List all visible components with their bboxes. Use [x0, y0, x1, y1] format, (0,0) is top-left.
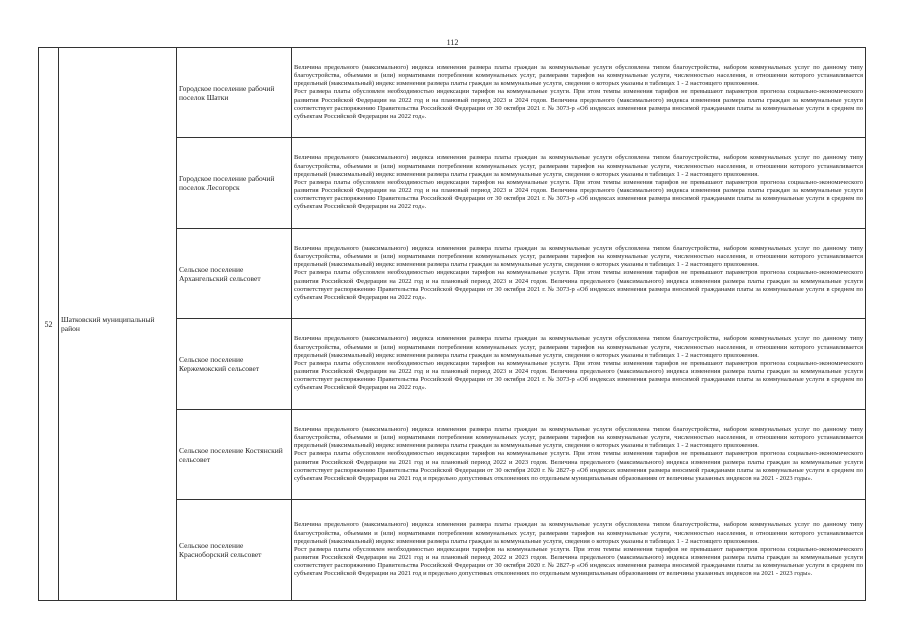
row-number: 52	[39, 48, 59, 601]
justification-paragraph-1: Величина предельного (максимального) индекса изменения размера платы граждан за коммунальные услуги обусловлена типом благоустройства, набором коммунальных услуг по данному типу благоустройства, объемами и (или) нормативами потребления коммунальных услуг, размерами тарифов на коммунальные услуги, численностью населения, в отношении которого устанавливается предельный (максимальный) индекс изменения размера платы граждан за коммунальные услуги, сведения о которых указаны в таблицах 1 - 2 настоящего приложения.	[294, 63, 863, 88]
justification-paragraph-1: Величина предельного (максимального) индекса изменения размера платы граждан за коммунальные услуги обусловлена типом благоустройства, набором коммунальных услуг по данному типу благоустройства, объемами и (или) нормативами потребления коммунальных услуг, размерами тарифов на коммунальные услуги, численностью населения, в отношении которого устанавливается предельный (максимальный) индекс изменения размера платы граждан за коммунальные услуги, сведения о которых указаны в таблицах 1 - 2 настоящего приложения.	[294, 154, 863, 178]
index-table	[38, 47, 866, 601]
justification-paragraph-2: Рост размера платы обусловлен необходимостью индексации тарифов на коммунальные услуги. При этом темпы изменения тарифов не превышают параметров прогноза социально-экономического развития Российской Федерации на 2021 год и на плановый период 2022 и 2023 годов. Величина предельного (максимального) индекса изменения размера платы граждан за коммунальные услуги соответствует распоряжению Правительства Российской Федерации от 30 октября 2020 г. № 2827-р «Об индексах изменения размера вносимой гражданами платы за коммунальные услуги в среднем по субъектам Российской Федерации на 2021 год и предельно допустимых отклонениях по отдельным муниципальным образованиям от величины указанных индексов на 2021 - 2023 годы».	[294, 545, 863, 578]
justification-text	[292, 48, 866, 138]
justification-paragraph-2: Рост размера платы обусловлен необходимостью индексации тарифов на коммунальные услуги. При этом темпы изменения тарифов не превышают параметров прогноза социально-экономического развития Российской Федерации на 2022 год и на плановый период 2023 и 2024 годов. Величина предельного (максимального) индекса изменения размера платы граждан за коммунальные услуги соответствует распоряжению Правительства Российской Федерации от 30 октября 2021 г. № 3073-р «Об индексах изменения размера вносимой гражданами платы за коммунальные услуги в среднем по субъектам Российской Федерации на 2022 год».	[294, 88, 863, 120]
settlement-name: Сельское поселение Кержемокский сельсовет	[177, 319, 292, 410]
settlement-name: Городское поселение рабочий поселок Шатки	[177, 48, 292, 138]
justification-text	[292, 500, 866, 601]
justification-paragraph-2: Рост размера платы обусловлен необходимостью индексации тарифов на коммунальные услуги. При этом темпы изменения тарифов не превышают параметров прогноза социально-экономического развития Российской Федерации на 2022 год и на плановый период 2023 и 2024 годов. Величина предельного (максимального) индекса изменения размера платы граждан за коммунальные услуги соответствует распоряжению Правительства Российской Федерации от 30 октября 2021 г. № 3073-р «Об индексах изменения размера вносимой гражданами платы за коммунальные услуги в среднем по субъектам Российской Федерации на 2022 год».	[294, 359, 863, 392]
justification-paragraph-1: Величина предельного (максимального) индекса изменения размера платы граждан за коммунальные услуги обусловлена типом благоустройства, набором коммунальных услуг по данному типу благоустройства, объемами и (или) нормативами потребления коммунальных услуг, размерами тарифов на коммунальные услуги, численностью населения, в отношении которого устанавливается предельный (максимальный) индекс изменения размера платы граждан за коммунальные услуги, сведения о которых указаны в таблицах 1 - 2 настоящего приложения.	[294, 521, 863, 545]
settlement-name: Сельское поселение Костянский сельсовет	[177, 410, 292, 500]
justification-paragraph-2: Рост размера платы обусловлен необходимостью индексации тарифов на коммунальные услуги. При этом темпы изменения тарифов не превышают параметров прогноза социально-экономического развития Российской Федерации на 2021 год и на плановый период 2022 и 2023 годов. Величина предельного (максимального) индекса изменения размера платы граждан за коммунальные услуги соответствует распоряжению Правительства Российской Федерации от 30 октября 2020 г. № 2827-р «Об индексах изменения размера вносимой гражданами платы за коммунальные услуги в среднем по субъектам Российской Федерации на 2021 год и предельно допустимых отклонениях по отдельным муниципальным образованиям от величины указанных индексов на 2021 - 2023 годы».	[294, 450, 863, 482]
justification-paragraph-1: Величина предельного (максимального) индекса изменения размера платы граждан за коммунальные услуги обусловлена типом благоустройства, набором коммунальных услуг по данному типу благоустройства, объемами и (или) нормативами потребления коммунальных услуг, размерами тарифов на коммунальные услуги, численностью населения, в отношении которого устанавливается предельный (максимальный) индекс изменения размера платы граждан за коммунальные услуги, сведения о которых указаны в таблицах 1 - 2 настоящего приложения.	[294, 244, 863, 269]
justification-text	[292, 319, 866, 410]
table-row	[39, 48, 866, 138]
district-name: Шатковский муниципальный район	[59, 48, 177, 601]
justification-paragraph-2: Рост размера платы обусловлен необходимостью индексации тарифов на коммунальные услуги. При этом темпы изменения тарифов не превышают параметров прогноза социально-экономического развития Российской Федерации на 2022 год и на плановый период 2023 и 2024 годов. Величина предельного (максимального) индекса изменения размера платы граждан за коммунальные услуги соответствует распоряжению Правительства Российской Федерации от 30 октября 2021 г. № 3073-р «Об индексах изменения размера вносимой гражданами платы за коммунальные услуги в среднем по субъектам Российской Федерации на 2022 год».	[294, 178, 863, 211]
justification-text	[292, 410, 866, 500]
settlement-name: Сельское поселение Архангельский сельсовет	[177, 229, 292, 319]
settlement-name: Сельское поселение Красноборский сельсовет	[177, 500, 292, 601]
justification-text	[292, 229, 866, 319]
page-number: 112	[446, 38, 459, 47]
justification-text	[292, 138, 866, 229]
justification-paragraph-1: Величина предельного (максимального) индекса изменения размера платы граждан за коммунальные услуги обусловлена типом благоустройства, набором коммунальных услуг по данному типу благоустройства, объемами и (или) нормативами потребления коммунальных услуг, размерами тарифов на коммунальные услуги, численностью населения, в отношении которого устанавливается предельный (максимальный) индекс изменения размера платы граждан за коммунальные услуги, сведения о которых указаны в таблицах 1 - 2 настоящего приложения.	[294, 335, 863, 359]
justification-paragraph-1: Величина предельного (максимального) индекса изменения размера платы граждан за коммунальные услуги обусловлена типом благоустройства, набором коммунальных услуг по данному типу благоустройства, объемами и (или) нормативами потребления коммунальных услуг, размерами тарифов на коммунальные услуги, численностью населения, в отношении которого устанавливается предельный (максимальный) индекс изменения размера платы граждан за коммунальные услуги, сведения о которых указаны в таблицах 1 - 2 настоящего приложения.	[294, 425, 863, 450]
settlement-name: Городское поселение рабочий поселок Лесогорск	[177, 138, 292, 229]
justification-paragraph-2: Рост размера платы обусловлен необходимостью индексации тарифов на коммунальные услуги. При этом темпы изменения тарифов не превышают параметров прогноза социально-экономического развития Российской Федерации на 2022 год и на плановый период 2023 и 2024 годов. Величина предельного (максимального) индекса изменения размера платы граждан за коммунальные услуги соответствует распоряжению Правительства Российской Федерации от 30 октября 2021 г. № 3073-р «Об индексах изменения размера вносимой гражданами платы за коммунальные услуги в среднем по субъектам Российской Федерации на 2022 год».	[294, 269, 863, 301]
